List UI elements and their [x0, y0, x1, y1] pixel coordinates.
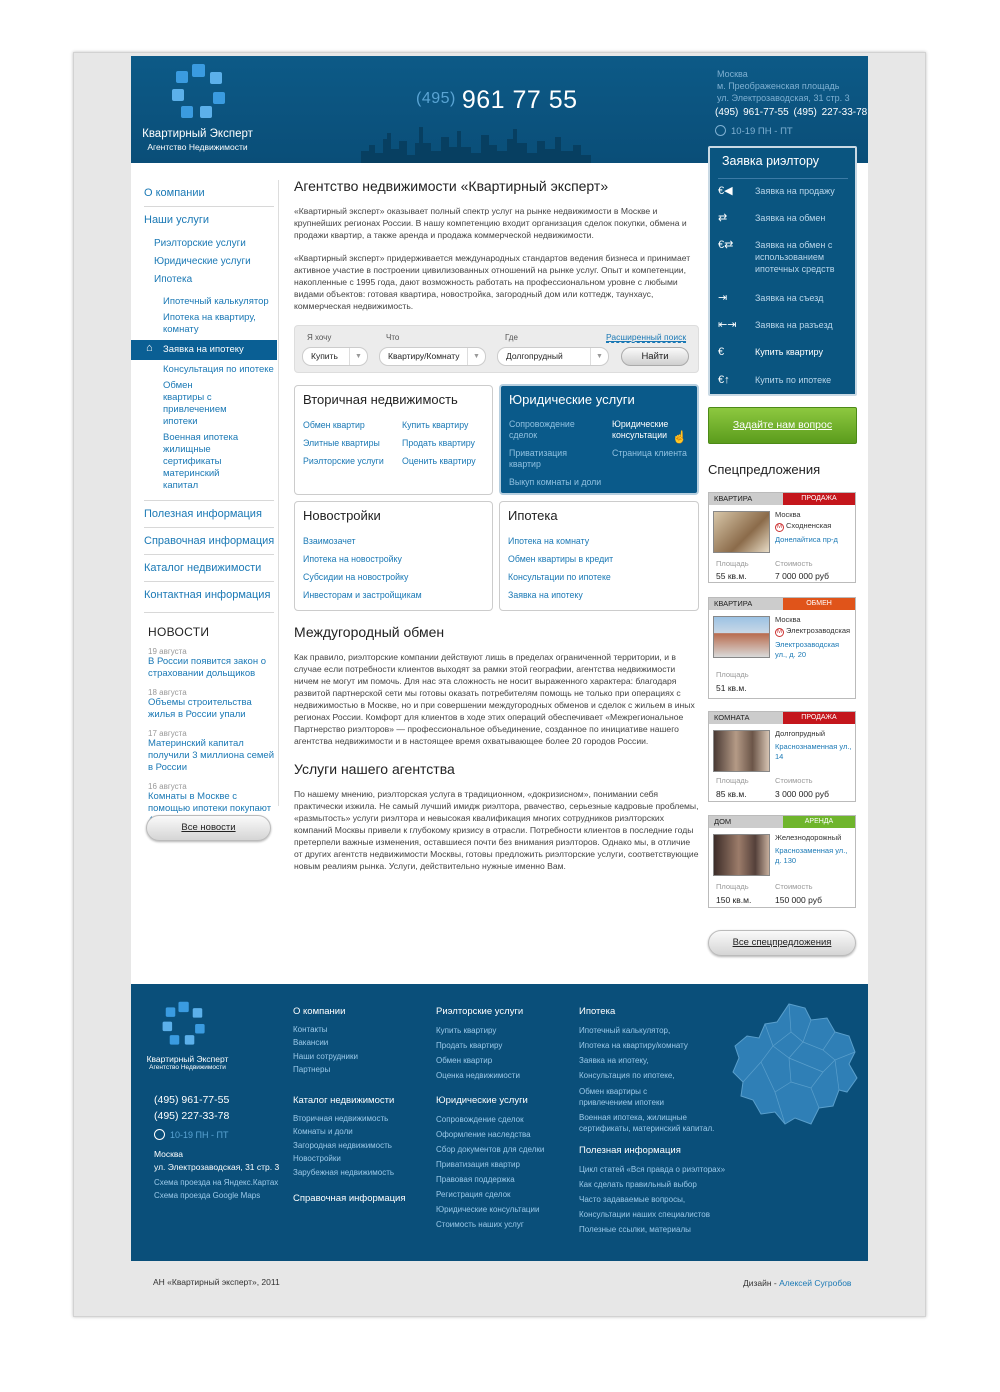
news-title-link[interactable]: В России появится закон о страховании дольщиков: [148, 656, 266, 679]
what-label: Что: [386, 333, 400, 342]
area-value: 55 кв.м.: [716, 571, 747, 581]
divider: [718, 178, 848, 179]
search-button[interactable]: Найти: [621, 347, 689, 366]
logo-icon[interactable]: [170, 62, 228, 122]
offers-heading: Спецпредложения: [708, 462, 821, 477]
footer-link[interactable]: Обмен квартиры с: [579, 1087, 648, 1096]
want-value: Купить: [311, 351, 338, 361]
nav-useful-info[interactable]: Полезная информация: [144, 508, 262, 520]
nav-mortgage-calculator[interactable]: Ипотечный калькулятор: [163, 296, 269, 307]
footer-link[interactable]: Как сделать правильный выбор: [579, 1180, 697, 1189]
google-map-link[interactable]: Схема проезда Google Maps: [154, 1191, 261, 1200]
want-label: Я хочу: [307, 333, 332, 342]
footer-link[interactable]: Консультации наших специалистов: [579, 1210, 710, 1219]
all-news-button[interactable]: Все новости: [146, 815, 271, 841]
footer-link[interactable]: Консультация по ипотеке,: [579, 1071, 675, 1080]
footer-link[interactable]: Вакансии: [293, 1038, 329, 1048]
want-select[interactable]: [302, 347, 368, 366]
footer-reference-link[interactable]: Справочная информация: [293, 1193, 406, 1205]
price-value: 150 000 руб: [775, 895, 822, 905]
area-label: Площадь: [716, 776, 749, 785]
card-city: Долгопрудный: [775, 729, 826, 738]
nav-mortgage[interactable]: Ипотека: [154, 274, 193, 285]
box-link[interactable]: Элитные квартиры: [303, 438, 380, 448]
box-link[interactable]: Обмен квартир: [303, 420, 365, 430]
nav-mortgage-flat[interactable]: Ипотека на квартиру, комнату: [163, 312, 256, 335]
card-type: КОМНАТА: [714, 713, 750, 722]
price-label: Стоимость: [775, 776, 813, 785]
footer-link[interactable]: Комнаты и доли: [293, 1127, 353, 1137]
new-buildings-box: [294, 501, 493, 611]
box-links: [303, 532, 422, 604]
footer-realtor-column: [436, 1006, 523, 1083]
header-phone: [416, 86, 578, 115]
hours-text: 10-19 ПН - ПТ: [170, 1130, 229, 1140]
item-label: Купить квартиру: [755, 347, 823, 357]
city-skyline-image: [361, 121, 591, 163]
area-value: 51 кв.м.: [716, 683, 747, 693]
card-type: ДОМ: [714, 817, 732, 826]
box-link[interactable]: Субсидии на новостройку: [303, 572, 409, 582]
area-label: Площадь: [716, 882, 749, 891]
news-title-link[interactable]: Материнский капитал получили 3 миллиона семей в России: [148, 738, 275, 773]
chevron-down-icon: ▼: [349, 348, 367, 365]
footer-link[interactable]: Купить квартиру: [436, 1026, 497, 1035]
footer-column-title: Риэлторские услуги: [436, 1006, 524, 1017]
price-value: 3 000 000 руб: [775, 789, 830, 799]
item-label: Заявка на разъезд: [755, 320, 833, 330]
property-photo[interactable]: [713, 616, 770, 658]
card-city: Москва: [775, 615, 801, 624]
nav-exchange-mortgage[interactable]: Обмен квартиры с привлечением ипотеки: [163, 380, 227, 427]
footer-link[interactable]: Военная ипотека, жилищные: [579, 1113, 687, 1122]
box-links: [303, 416, 384, 470]
logo-subtitle: Агентство Недвижимости: [147, 142, 248, 152]
nav-mortgage-request[interactable]: ⌂ Заявка на ипотеку: [131, 340, 277, 360]
clock-icon: [715, 125, 726, 136]
footer-link[interactable]: Стоимость наших услуг: [436, 1220, 524, 1229]
box-link[interactable]: Заявка на ипотеку: [508, 590, 583, 600]
offer-card[interactable]: [708, 492, 856, 583]
footer-link[interactable]: Цикл статей «Вся правда о риэлторах»: [579, 1165, 726, 1174]
card-type-bar: [709, 598, 855, 610]
item-label: Заявка на обмен: [755, 213, 826, 223]
moscow-region-map[interactable]: [731, 1002, 861, 1127]
page-title: Агентство недвижимости «Квартирный эксперт»: [294, 178, 609, 194]
footer-column-title: Каталог недвижимости: [293, 1095, 395, 1106]
footer-catalog-column: [293, 1095, 406, 1210]
news-date: 16 августа: [148, 782, 187, 791]
design-label: Дизайн -: [743, 1278, 780, 1288]
property-photo[interactable]: [713, 834, 770, 876]
card-city: Москва: [775, 510, 801, 519]
card-type: КВАРТИРА: [714, 599, 753, 608]
what-select[interactable]: [379, 347, 486, 366]
deal-badge: АРЕНДА: [783, 816, 855, 828]
box-link[interactable]: Оценить квартиру: [402, 456, 476, 466]
footer-link[interactable]: Партнеры: [293, 1065, 331, 1075]
footer-phone: (495) 961-77-55: [154, 1094, 230, 1106]
panel-title: Заявка риэлтору: [722, 154, 820, 168]
box-link[interactable]: Инвесторам и застройщикам: [303, 590, 422, 600]
chevron-down-icon: ▼: [590, 348, 608, 365]
deal-badge: ПРОДАЖА: [783, 493, 855, 505]
all-offers-button[interactable]: Все спецпредложения: [708, 930, 856, 956]
exchange-arrow-icon: ⇄: [718, 212, 728, 224]
area-label: Площадь: [716, 559, 749, 568]
services-paragraph: По нашему мнению, риэлторская услуга в традиционном, «докризисном», понимании себя практически изжила. Не самый лучший имидж риэлтора, рвачество, серьезные кадровые проблемы, «размытость» услуги риэлтора и невысокая квалификация многих сотрудников риэлторских компаний Москвы привели к глубокому кризису в отрасли. Потребности клиентов в последние годы претерпели важные изменения, оставшиеся почти без внимания риэлторов. Однако мы, в отличие от других агентств недвижимости Москвы, готовы предложить риэлторские услуги, соответствующие новым реалиям рынка. Услуги, действительно нужные именно Вам.: [294, 789, 699, 871]
nav-mortgage-consult[interactable]: Консультация по ипотеке: [163, 364, 274, 375]
box-link[interactable]: Обмен квартиры в кредит: [508, 554, 614, 564]
footer-column-title: Полезная информация: [579, 1145, 681, 1156]
nav-catalog[interactable]: Каталог недвижимости: [144, 562, 262, 574]
footer-contacts: [154, 1092, 279, 1202]
realtor-request-panel: [708, 146, 857, 396]
footer-link[interactable]: Оформление наследства: [436, 1130, 531, 1139]
footer-mortgage-column: [579, 1006, 729, 1134]
footer-link[interactable]: Новостройки: [293, 1154, 341, 1164]
footer-link[interactable]: Наши сотрудники: [293, 1051, 358, 1061]
news-title-link[interactable]: Комнаты в Москве с помощью ипотеки покупают: [148, 791, 272, 814]
intercity-paragraph: Как правило, риэлторские компании действуют лишь в пределах ограниченной территории, и в случае если потребности клиентов выходят за рамки этой географии, агентства недвижимости ничем не могут им помочь. Для нас эта сложность не носит выраженного характера: благодаря развитой партнерской сети мы готовы оказать потребителям помощь не только при операциях с недвижимостью в Москве, но и при совершении междугородных обменов и сделок с жильем в иных регионах России. Комфорт для клиентов в ходе этих операций обеспечивает «Межрегиональное Партнерство риэлторов» — профессиональное объединение, созданное по инициативе нашего агентства недвижимости и в настоящее время охватывающее более 20 городов России.: [294, 652, 695, 746]
box-links: [402, 416, 476, 470]
news-item: [148, 688, 277, 721]
footer-useful-column: [579, 1145, 739, 1237]
deal-badge: ОБМЕН: [783, 598, 855, 610]
section-heading: Услуги нашего агентства: [294, 761, 455, 777]
box-link[interactable]: Взаимозачет: [303, 536, 356, 546]
nav-contacts[interactable]: Контактная информация: [144, 589, 271, 601]
metro-name: Электрозаводская: [786, 626, 851, 635]
main-content: [294, 178, 699, 323]
header-address: [717, 68, 850, 104]
sidebar-divider: [278, 180, 279, 806]
divider: [144, 612, 274, 613]
news-date: 19 августа: [148, 647, 187, 656]
chevron-down-icon: ▼: [467, 348, 485, 365]
footer-link[interactable]: Сбор документов для сделки: [436, 1145, 545, 1154]
card-street-link[interactable]: Донелайтиса пр-д: [775, 535, 838, 544]
price-label: Стоимость: [775, 559, 813, 568]
footer-link[interactable]: Загородная недвижимость: [293, 1140, 392, 1150]
split-arrows-icon: ⇤⇥: [718, 319, 737, 331]
metro-name: Сходненская: [786, 521, 832, 530]
item-label: Купить по ипотеке: [755, 375, 832, 385]
news-item: [148, 647, 277, 680]
footer-legal-column: [436, 1095, 544, 1232]
footer-city: Москва: [154, 1149, 184, 1159]
footer-link[interactable]: Ипотечный калькулятор,: [579, 1026, 671, 1035]
where-select[interactable]: [497, 347, 609, 366]
box-links: [509, 419, 602, 495]
area-value: 85 кв.м.: [716, 789, 747, 799]
site-footer: [131, 984, 868, 1261]
card-metro: [775, 521, 831, 532]
footer-link[interactable]: Юридические консультации: [436, 1205, 540, 1214]
area-label: Площадь: [716, 670, 749, 679]
footer-logo-name: Квартирный Эксперт: [146, 1054, 229, 1064]
footer-column-title: Ипотека: [579, 1006, 616, 1017]
box-link[interactable]: Консультации по ипотеке: [508, 572, 611, 582]
logo-name[interactable]: Квартирный Эксперт: [142, 128, 253, 140]
footer-about-column: [293, 1006, 358, 1077]
articles: [294, 624, 699, 883]
price-value: 7 000 000 руб: [775, 571, 830, 581]
box-link[interactable]: Страница клиента: [612, 448, 687, 458]
footer-link[interactable]: Оценка недвижимости: [436, 1071, 520, 1080]
designer-link[interactable]: Алексей Сугробов: [779, 1278, 852, 1288]
euro-arrow-icon: €◀: [718, 185, 733, 197]
footer-logo-icon[interactable]: [161, 1000, 207, 1048]
hours-text: 10-19 ПН - ПТ: [731, 126, 793, 137]
card-street-link[interactable]: Электрозаводская ул., д. 20: [775, 640, 840, 659]
secondary-realty-box: [294, 385, 493, 495]
card-street-link[interactable]: Краснознаменная ул., 14: [775, 742, 852, 761]
news-title-link[interactable]: Объемы строительства жилья в России упали: [148, 697, 252, 720]
area-value: 150 кв.м.: [716, 895, 752, 905]
header-hours: [715, 125, 793, 137]
news-item: [148, 729, 277, 774]
nav-about[interactable]: О компании: [144, 187, 205, 199]
euro-icon: €: [718, 346, 725, 358]
footer-phone: (495) 227-33-78: [154, 1110, 230, 1122]
left-navigation: [131, 180, 277, 827]
card-type-bar: [709, 816, 855, 828]
legal-services-box: [499, 384, 699, 495]
property-photo[interactable]: [713, 730, 770, 772]
footer-link[interactable]: Часто задаваемые вопросы,: [579, 1195, 686, 1204]
footer-column-title: Юридические услуги: [436, 1095, 528, 1106]
metro-icon: M: [777, 524, 782, 530]
box-links: [508, 532, 613, 604]
footer-link[interactable]: Обмен квартир: [436, 1056, 493, 1065]
box-link[interactable]: Продать квартиру: [402, 438, 475, 448]
address-line: м. Преображенская площадь: [717, 81, 840, 91]
box-link[interactable]: Ипотека на новостройку: [303, 554, 402, 564]
footer-link[interactable]: Заявка на ипотеку,: [579, 1056, 649, 1065]
euro-up-icon: €↑: [718, 374, 730, 386]
footer-link[interactable]: Ипотека на квартиру/комнату: [579, 1041, 688, 1050]
offer-card[interactable]: [708, 711, 856, 802]
mortgage-box: [499, 501, 699, 611]
footer-logo-sub: Агентство Недвижимости: [149, 1064, 226, 1071]
metro-icon: M: [777, 629, 782, 635]
search-form: [294, 325, 699, 373]
item-label: Заявка на продажу: [755, 186, 835, 196]
footer-link[interactable]: сертификаты, материнский капитал.: [579, 1124, 715, 1133]
footer-link[interactable]: Приватизация квартир: [436, 1160, 520, 1169]
box-link[interactable]: Риэлторские услуги: [303, 456, 384, 466]
card-type: КВАРТИРА: [714, 494, 753, 503]
card-type-bar: [709, 493, 855, 505]
box-title: Юридические услуги: [509, 392, 635, 407]
news-date: 17 августа: [148, 729, 187, 738]
box-link[interactable]: Юридические консультации: [612, 419, 669, 440]
deal-badge: ПРОДАЖА: [783, 712, 855, 724]
box-link[interactable]: Ипотека на комнату: [508, 536, 590, 546]
box-title: Вторичная недвижимость: [303, 392, 458, 407]
footer-link[interactable]: Продать квартиру: [436, 1041, 503, 1050]
item-label: Заявка на съезд: [755, 293, 824, 303]
offer-card[interactable]: [708, 597, 856, 699]
where-label: Где: [505, 333, 518, 342]
footer-column-title: О компании: [293, 1006, 346, 1017]
address-line: ул. Электрозаводская, 31 стр. 3: [717, 93, 850, 103]
box-title: Новостройки: [303, 508, 381, 523]
item-label: Заявка на обмен с использованием ипотечных средств: [755, 240, 835, 274]
section-heading: Междугородный обмен: [294, 624, 445, 640]
ask-question-button[interactable]: Задайте нам вопрос: [708, 407, 857, 444]
nav-reference-info[interactable]: Справочная информация: [144, 535, 275, 547]
price-label: Стоимость: [775, 882, 813, 891]
what-value: Квартиру/Комнату: [388, 351, 460, 361]
card-street-link[interactable]: Краснозаменная ул., д. 130: [775, 846, 848, 865]
phone-number: 961 77 55: [461, 86, 578, 114]
where-value: Долгопрудный: [506, 351, 563, 361]
footer-hours: [154, 1127, 279, 1143]
news-date: 18 августа: [148, 688, 187, 697]
footer-address: ул. Электрозаводская, 31 стр. 3: [154, 1162, 280, 1172]
news-heading: НОВОСТИ: [148, 625, 210, 639]
footer-link[interactable]: Правовая поддержка: [436, 1175, 515, 1184]
footer-logo-text: [145, 1054, 230, 1071]
clock-icon: [154, 1129, 165, 1140]
standards-paragraph: «Квартирный эксперт» придерживается международных стандартов ведения бизнеса и принимает активное участие в построении цивилизованных отношений на рынке услуг. Опыт и компетенции, накопленные с 1995 года, дают возможность работать на профессиональном уровне с любыми видами объектов: готовая квартира, новостройка, загородный дом или коттедж, таунхаус, коммерческая недвижимость.: [294, 253, 691, 311]
offer-card[interactable]: [708, 815, 856, 908]
header-phones: (495) 961-77-55 (495) 227-33-78: [715, 107, 868, 118]
design-credit: [743, 1278, 851, 1288]
footer-link[interactable]: привлечением ипотеки: [579, 1098, 664, 1107]
footer-link[interactable]: Зарубежная недвижимость: [293, 1167, 395, 1177]
cursor-hand-icon: ☝: [672, 430, 687, 444]
box-link[interactable]: Сопровождение сделок: [509, 419, 575, 440]
footer-link[interactable]: Сопровождение сделок: [436, 1115, 524, 1124]
nav-military-mortgage[interactable]: Военная ипотека жилищные сертификаты материнский капитал: [163, 432, 239, 491]
nav-legal-services[interactable]: Юридические услуги: [154, 256, 251, 267]
box-link[interactable]: Купить квартиру: [402, 420, 469, 430]
address-line: Москва: [717, 69, 748, 79]
euro-exchange-icon: €⇄: [718, 239, 734, 251]
intro-paragraph: «Квартирный эксперт» оказывает полный спектр услуг на рынке недвижимости в Москве и крупнейших регионах России. В нашу компетенцию входит организация сделок покупки, обмена и продажи квартир, а также аренда и продажа коммерческой недвижимости.: [294, 206, 687, 240]
property-photo[interactable]: [713, 511, 770, 553]
phone-code: (495): [416, 90, 456, 107]
footer-link[interactable]: Регистрация сделок: [436, 1190, 511, 1199]
merge-arrows-icon: ⇥: [718, 292, 728, 304]
box-title: Ипотека: [508, 508, 558, 523]
copyright: АН «Квартирный эксперт», 2011: [153, 1277, 280, 1287]
footer-link[interactable]: Контакты: [293, 1025, 328, 1034]
card-metro: [775, 626, 850, 637]
card-type-bar: [709, 712, 855, 724]
box-link[interactable]: Выкуп комнаты и доли: [509, 477, 602, 487]
footer-link[interactable]: Полезные ссылки, материалы: [579, 1225, 691, 1234]
yandex-map-link[interactable]: Схема проезда на Яндекс.Картах: [154, 1178, 279, 1187]
advanced-search-link[interactable]: Расширенный поиск: [606, 332, 687, 342]
card-city: Железнодорожный: [775, 833, 842, 842]
box-link[interactable]: Приватизация квартир: [509, 448, 567, 469]
footer-link[interactable]: Вторичная недвижимость: [293, 1114, 389, 1123]
nav-realtor-services[interactable]: Риэлторские услуги: [154, 238, 246, 249]
nav-services[interactable]: Наши услуги: [144, 214, 210, 226]
